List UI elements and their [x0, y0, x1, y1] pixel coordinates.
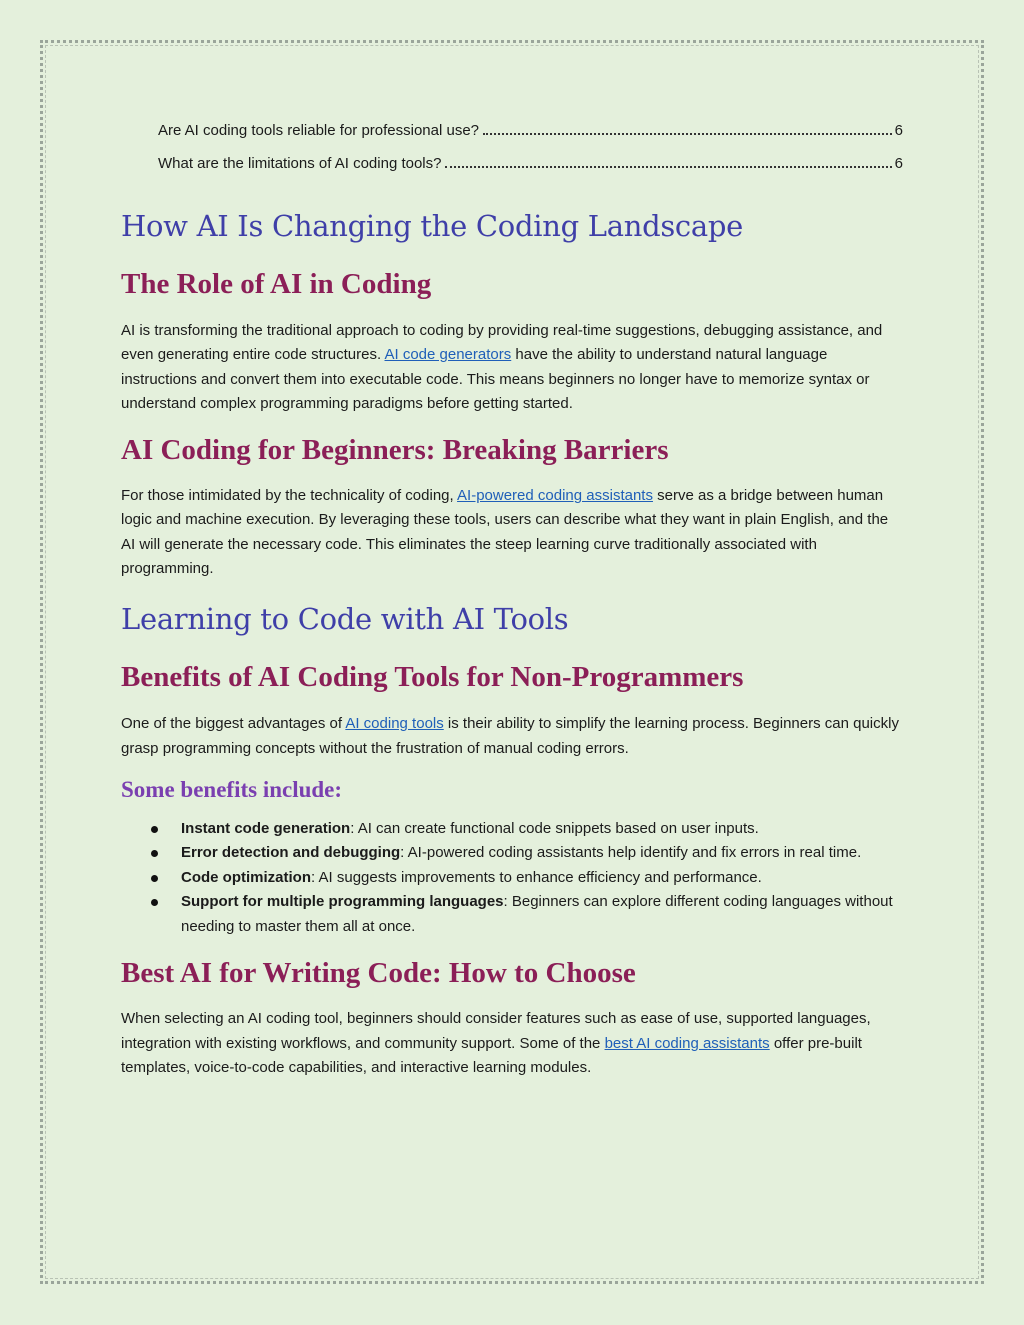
link-best-ai-coding-assistants[interactable]: best AI coding assistants: [604, 1034, 770, 1052]
list-item-term: Support for multiple programming languages: [181, 893, 504, 911]
link-ai-coding-tools[interactable]: AI coding tools: [345, 715, 444, 733]
list-item-text: : Beginners can explore different coding languages without needing to master them all at once.: [181, 893, 893, 935]
toc-leader-dots: [445, 165, 891, 168]
page-content: [121, 117, 903, 1080]
heading-ai-for-beginners: AI Coding for Beginners: Breaking Barriers: [121, 434, 669, 467]
toc-entry[interactable]: [158, 117, 903, 150]
paragraph-role-of-ai: [121, 319, 903, 416]
paragraph-best-ai: [121, 1007, 903, 1080]
paragraph-text: When selecting an AI coding tool, beginners should consider features such as ease of use, supported languages, integration with existing workflows, and community support. Some of the: [121, 1010, 871, 1052]
toc-leader-dots: [483, 132, 892, 135]
link-ai-powered-coding-assistants[interactable]: AI-powered coding assistants: [457, 487, 653, 505]
paragraph-text: offer pre-built templates, voice-to-code capabilities, and interactive learning modules.: [121, 1034, 862, 1077]
toc-page-number: 6: [894, 155, 903, 172]
paragraph-text: For those intimidated by the technicality of coding,: [121, 487, 458, 505]
list-item: [121, 866, 903, 891]
paragraph-text: serve as a bridge between human logic and machine execution. By leveraging these tools, users can describe what they want in plain English, and the AI will generate the necessary code. This eliminates the steep learning curve traditionally associated with programming.: [121, 487, 889, 578]
list-item-text: : AI suggests improvements to enhance efficiency and performance.: [311, 868, 762, 886]
list-item-term: Instant code generation: [181, 819, 351, 837]
link-ai-code-generators[interactable]: AI code generators: [384, 346, 512, 364]
list-item-term: Code optimization: [181, 868, 311, 886]
paragraph-text: AI is transforming the traditional approach to coding by providing real-time suggestions, debugging assistance, and even generating entire code structures.: [121, 322, 883, 364]
list-item: [121, 890, 903, 939]
heading-best-ai-writing-code: Best AI for Writing Code: How to Choose: [121, 957, 636, 990]
paragraph-benefits: [121, 712, 903, 761]
paragraph-text: One of the biggest advantages of: [121, 715, 346, 733]
paragraph-text: have the ability to understand natural language instructions and convert them into executable code. This means beginners no longer have to memorize syntax or understand complex programming paradigms before getting started.: [121, 346, 870, 412]
heading-some-benefits: Some benefits include:: [121, 776, 343, 802]
list-item-text: : AI can create functional code snippets based on user inputs.: [350, 819, 759, 837]
heading-ai-changing-coding: How AI Is Changing the Coding Landscape: [121, 209, 743, 243]
paragraph-text: is their ability to simplify the learning process. Beginners can quickly grasp programming concepts without the frustration of manual coding errors.: [121, 715, 899, 757]
heading-learning-to-code: Learning to Code with AI Tools: [121, 602, 569, 637]
toc-entry-text: What are the limitations of AI coding tools?: [158, 155, 442, 172]
list-item: [121, 817, 903, 842]
heading-benefits-non-programmers: Benefits of AI Coding Tools for Non-Programmers: [121, 661, 744, 694]
list-item-text: : AI-powered coding assistants help identify and fix errors in real time.: [400, 844, 862, 862]
toc-entry[interactable]: [158, 150, 903, 183]
list-item: [121, 841, 903, 866]
toc-page-number: 6: [894, 122, 903, 139]
toc-entry-text: Are AI coding tools reliable for professional use?: [158, 122, 480, 139]
heading-role-of-ai: The Role of AI in Coding: [121, 268, 432, 300]
benefits-list: [121, 817, 903, 940]
paragraph-ai-for-beginners: [121, 484, 903, 581]
list-item-term: Error detection and debugging: [181, 844, 401, 862]
